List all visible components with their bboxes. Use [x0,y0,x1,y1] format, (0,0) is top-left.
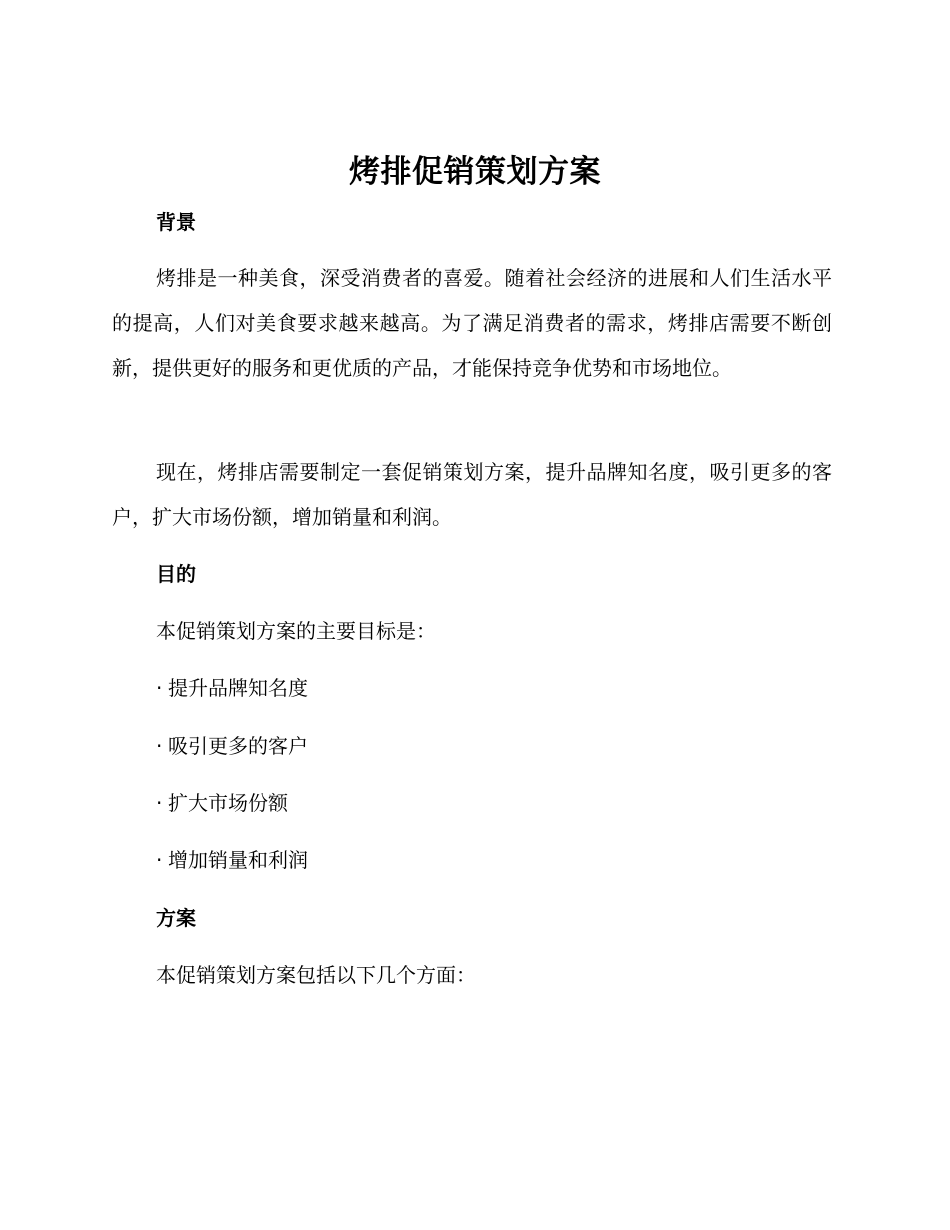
list-item [156,788,288,818]
list-item-text: 增加销量和利润 [168,848,308,872]
list-item [156,845,308,875]
bullet-icon: · [156,676,163,700]
list-item [156,673,308,703]
background-paragraph-1: 烤排是一种美食，深受消费者的喜爱。随着社会经济的进展和人们生活水平的提高，人们对美食要求越来越高。为了满足消费者的需求，烤排店需要不断创新，提供更好的服务和更优质的产品，才能保持竞争优势和市场地位。 [112,266,832,380]
plan-intro: 本促销策划方案包括以下几个方面： [156,963,476,987]
background-paragraph-2: 现在，烤排店需要制定一套促销策划方案，提升品牌知名度，吸引更多的客户，扩大市场份额，增加销量和利润。 [112,460,832,529]
bullet-icon: · [156,734,163,758]
bullet-icon: · [156,791,163,815]
list-item [156,731,308,761]
bullet-icon: · [156,848,163,872]
section-heading-background: 背景 [156,210,196,234]
list-item-text: 吸引更多的客户 [168,734,308,758]
goal-intro: 本促销策划方案的主要目标是： [156,619,436,643]
section-heading-goal: 目的 [156,562,196,586]
section-heading-plan: 方案 [156,906,196,930]
list-item-text: 扩大市场份额 [168,791,288,815]
document-title: 烤排促销策划方案 [349,154,601,190]
list-item-text: 提升品牌知名度 [168,676,308,700]
